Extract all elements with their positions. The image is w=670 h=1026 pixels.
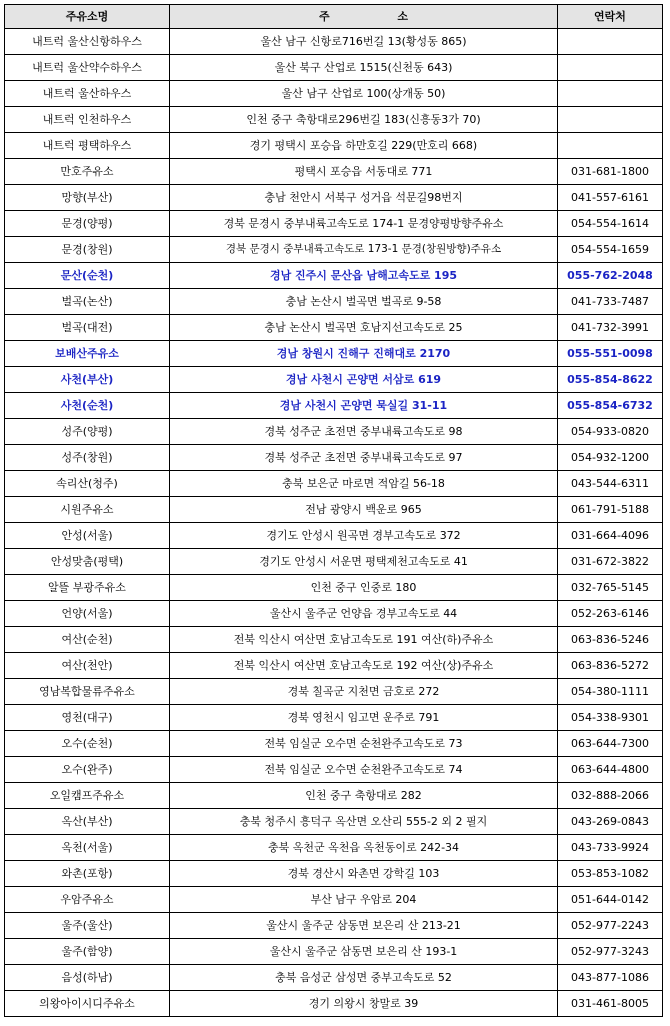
table-row — [5, 835, 663, 861]
address-cell: 전북 임실군 오수면 순천완주고속도로 74 — [170, 757, 558, 783]
phone-cell: 054-933-0820 — [558, 419, 663, 445]
phone-cell: 052-977-3243 — [558, 939, 663, 965]
address-cell: 경북 성주군 초전면 중부내륙고속도로 98 — [170, 419, 558, 445]
station-name-cell: 알뜰 부광주유소 — [5, 575, 170, 601]
address-cell: 충남 논산시 벌곡면 벌곡로 9-58 — [170, 289, 558, 315]
phone-cell: 054-554-1614 — [558, 211, 663, 237]
address-cell: 충남 천안시 서북구 성거읍 석문길98번지 — [170, 185, 558, 211]
table-row — [5, 107, 663, 133]
table-row — [5, 887, 663, 913]
phone-cell: 032-765-5145 — [558, 575, 663, 601]
station-name-cell: 내트럭 인천하우스 — [5, 107, 170, 133]
phone-cell: 063-836-5246 — [558, 627, 663, 653]
address-cell: 충남 논산시 벌곡면 호남지선고속도로 25 — [170, 315, 558, 341]
table-row — [5, 341, 663, 367]
address-cell: 울산시 울주군 삼동면 보은리 산 193-1 — [170, 939, 558, 965]
phone-cell: 041-557-6161 — [558, 185, 663, 211]
table-row — [5, 575, 663, 601]
phone-cell: 043-269-0843 — [558, 809, 663, 835]
station-name-cell: 사천(순천) — [5, 393, 170, 419]
station-name-cell: 내트럭 평택하우스 — [5, 133, 170, 159]
table-row — [5, 237, 663, 263]
phone-cell: 031-672-3822 — [558, 549, 663, 575]
station-name-cell: 속리산(청주) — [5, 471, 170, 497]
table-row — [5, 549, 663, 575]
table-row — [5, 471, 663, 497]
phone-cell — [558, 55, 663, 81]
table-row — [5, 991, 663, 1017]
station-name-cell: 성주(양평) — [5, 419, 170, 445]
table-row — [5, 81, 663, 107]
station-name-cell: 사천(부산) — [5, 367, 170, 393]
phone-cell: 063-836-5272 — [558, 653, 663, 679]
table-row — [5, 419, 663, 445]
station-name-cell: 여산(천안) — [5, 653, 170, 679]
station-name-cell: 울주(울산) — [5, 913, 170, 939]
phone-cell: 061-791-5188 — [558, 497, 663, 523]
table-row — [5, 653, 663, 679]
table-row — [5, 679, 663, 705]
address-cell: 경기 의왕시 창말로 39 — [170, 991, 558, 1017]
address-cell: 경남 창원시 진해구 진해대로 2170 — [170, 341, 558, 367]
table-row — [5, 211, 663, 237]
table-row — [5, 55, 663, 81]
phone-cell: 051-644-0142 — [558, 887, 663, 913]
station-name-cell: 영남복합물류주유소 — [5, 679, 170, 705]
station-name-cell: 울주(함양) — [5, 939, 170, 965]
station-name-cell: 언양(서울) — [5, 601, 170, 627]
station-name-cell: 문경(양평) — [5, 211, 170, 237]
phone-cell: 031-664-4096 — [558, 523, 663, 549]
phone-cell: 055-854-6732 — [558, 393, 663, 419]
table-header — [5, 5, 663, 29]
station-name-cell: 오수(완주) — [5, 757, 170, 783]
address-cell: 경남 진주시 문산읍 남해고속도로 195 — [170, 263, 558, 289]
address-cell: 울산 남구 산업로 100(상개동 50) — [170, 81, 558, 107]
address-cell: 경남 사천시 곤양면 묵실길 31-11 — [170, 393, 558, 419]
table-row — [5, 965, 663, 991]
phone-cell: 054-338-9301 — [558, 705, 663, 731]
table-row — [5, 315, 663, 341]
address-cell: 경북 성주군 초전면 중부내륙고속도로 97 — [170, 445, 558, 471]
table-row — [5, 263, 663, 289]
address-cell: 부산 남구 우암로 204 — [170, 887, 558, 913]
address-cell: 전북 익산시 여산면 호남고속도로 192 여산(상)주유소 — [170, 653, 558, 679]
station-name-cell: 여산(순천) — [5, 627, 170, 653]
phone-cell: 052-263-6146 — [558, 601, 663, 627]
station-name-cell: 문경(창원) — [5, 237, 170, 263]
table-row — [5, 289, 663, 315]
station-name-cell: 의왕아이시디주유소 — [5, 991, 170, 1017]
address-cell: 경기도 안성시 원곡면 경부고속도로 372 — [170, 523, 558, 549]
station-name-cell: 망향(부산) — [5, 185, 170, 211]
table-row — [5, 757, 663, 783]
station-name-cell: 만호주유소 — [5, 159, 170, 185]
station-name-cell: 와촌(포항) — [5, 861, 170, 887]
table-row — [5, 159, 663, 185]
header-phone: 연락처 — [558, 5, 663, 29]
address-cell: 울산 남구 신항로716번길 13(황성동 865) — [170, 29, 558, 55]
station-name-cell: 내트럭 울산하우스 — [5, 81, 170, 107]
address-cell: 전북 익산시 여산면 호남고속도로 191 여산(하)주유소 — [170, 627, 558, 653]
station-name-cell: 안성(서울) — [5, 523, 170, 549]
address-cell: 충북 보은군 마로면 적암길 56-18 — [170, 471, 558, 497]
table-row — [5, 913, 663, 939]
station-name-cell: 보배산주유소 — [5, 341, 170, 367]
table-row — [5, 133, 663, 159]
address-cell: 경남 사천시 곤양면 서삼로 619 — [170, 367, 558, 393]
phone-cell: 063-644-7300 — [558, 731, 663, 757]
address-cell: 울산 북구 산업로 1515(신천동 643) — [170, 55, 558, 81]
address-cell: 인천 중구 축항대로 282 — [170, 783, 558, 809]
address-cell: 충북 음성군 삼성면 중부고속도로 52 — [170, 965, 558, 991]
address-cell: 경기도 안성시 서운면 평택제천고속도로 41 — [170, 549, 558, 575]
address-cell: 경기 평택시 포승읍 하만호길 229(만호리 668) — [170, 133, 558, 159]
table-row — [5, 705, 663, 731]
table-row — [5, 939, 663, 965]
phone-cell: 043-733-9924 — [558, 835, 663, 861]
phone-cell: 063-644-4800 — [558, 757, 663, 783]
gas-station-table — [4, 4, 663, 1017]
station-name-cell: 시원주유소 — [5, 497, 170, 523]
address-cell: 울산시 울주군 삼동면 보은리 산 213-21 — [170, 913, 558, 939]
phone-cell: 054-932-1200 — [558, 445, 663, 471]
table-body — [5, 29, 663, 1017]
table-row — [5, 601, 663, 627]
station-name-cell: 내트럭 울산신항하우스 — [5, 29, 170, 55]
phone-cell: 052-977-2243 — [558, 913, 663, 939]
table-row — [5, 731, 663, 757]
station-name-cell: 내트럭 울산약수하우스 — [5, 55, 170, 81]
station-name-cell: 영천(대구) — [5, 705, 170, 731]
phone-cell: 031-681-1800 — [558, 159, 663, 185]
phone-cell: 055-762-2048 — [558, 263, 663, 289]
header-row — [5, 5, 663, 29]
station-name-cell: 오일캠프주유소 — [5, 783, 170, 809]
header-address: 주 소 — [170, 5, 558, 29]
table-row — [5, 523, 663, 549]
table-row — [5, 497, 663, 523]
phone-cell: 055-854-8622 — [558, 367, 663, 393]
address-cell: 경북 칠곡군 지천면 금호로 272 — [170, 679, 558, 705]
station-name-cell: 벌곡(논산) — [5, 289, 170, 315]
table-row — [5, 861, 663, 887]
station-name-cell: 우암주유소 — [5, 887, 170, 913]
table-row — [5, 627, 663, 653]
phone-cell: 054-554-1659 — [558, 237, 663, 263]
phone-cell: 031-461-8005 — [558, 991, 663, 1017]
table-row — [5, 783, 663, 809]
address-cell: 평택시 포승읍 서동대로 771 — [170, 159, 558, 185]
address-cell: 전북 임실군 오수면 순천완주고속도로 73 — [170, 731, 558, 757]
table-row — [5, 29, 663, 55]
table-row — [5, 393, 663, 419]
phone-cell — [558, 81, 663, 107]
station-name-cell: 음성(하남) — [5, 965, 170, 991]
address-cell: 경북 문경시 중부내륙고속도로 173-1 문경(창원방향)주유소 — [170, 237, 558, 263]
phone-cell: 041-733-7487 — [558, 289, 663, 315]
address-cell: 충북 옥천군 옥천읍 옥천동이로 242-34 — [170, 835, 558, 861]
address-cell: 경북 문경시 중부내륙고속도로 174-1 문경양평방향주유소 — [170, 211, 558, 237]
phone-cell: 032-888-2066 — [558, 783, 663, 809]
phone-cell — [558, 107, 663, 133]
station-name-cell: 옥천(서울) — [5, 835, 170, 861]
phone-cell: 054-380-1111 — [558, 679, 663, 705]
table-row — [5, 809, 663, 835]
phone-cell — [558, 133, 663, 159]
table-row — [5, 445, 663, 471]
station-name-cell: 문산(순천) — [5, 263, 170, 289]
address-cell: 인천 중구 축항대로296번길 183(신흥동3가 70) — [170, 107, 558, 133]
table-row — [5, 185, 663, 211]
table-row — [5, 367, 663, 393]
phone-cell: 053-853-1082 — [558, 861, 663, 887]
header-station-name: 주유소명 — [5, 5, 170, 29]
phone-cell: 055-551-0098 — [558, 341, 663, 367]
address-cell: 경북 경산시 와촌면 강학길 103 — [170, 861, 558, 887]
phone-cell: 043-544-6311 — [558, 471, 663, 497]
phone-cell: 041-732-3991 — [558, 315, 663, 341]
station-name-cell: 벌곡(대전) — [5, 315, 170, 341]
address-cell: 인천 중구 인중로 180 — [170, 575, 558, 601]
address-cell: 경북 영천시 임고면 운주로 791 — [170, 705, 558, 731]
station-name-cell: 옥산(부산) — [5, 809, 170, 835]
station-name-cell: 안성맞춤(평택) — [5, 549, 170, 575]
station-name-cell: 성주(창원) — [5, 445, 170, 471]
address-cell: 전남 광양시 백운로 965 — [170, 497, 558, 523]
phone-cell — [558, 29, 663, 55]
address-cell: 충북 청주시 흥덕구 옥산면 오산리 555-2 외 2 필지 — [170, 809, 558, 835]
address-cell: 울산시 울주군 언양읍 경부고속도로 44 — [170, 601, 558, 627]
station-name-cell: 오수(순천) — [5, 731, 170, 757]
phone-cell: 043-877-1086 — [558, 965, 663, 991]
